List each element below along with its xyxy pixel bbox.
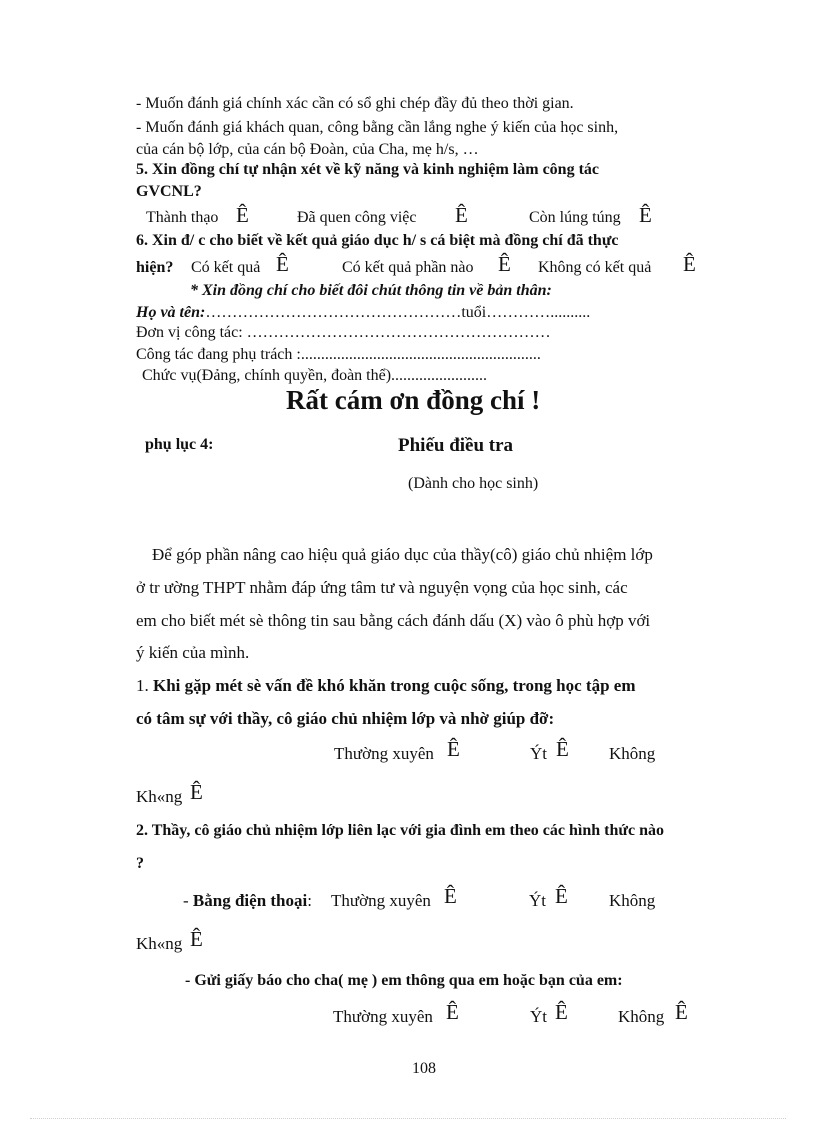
footer-divider xyxy=(30,1118,786,1119)
q1-extra-label: Kh«ng xyxy=(136,787,183,806)
checkbox-icon[interactable]: Ê xyxy=(190,780,203,804)
question-5-line-2: GVCNL? xyxy=(136,183,202,200)
phone-line: - Bằng điện thoại: xyxy=(183,891,312,910)
letter-option-never: Không xyxy=(618,1007,665,1026)
bullet-line-3: của cán bộ lớp, của cán bộ Đoàn, của Cha, mẹ h/s, … xyxy=(136,141,479,158)
appendix-label: phụ lục 4: xyxy=(145,436,214,453)
q5-option-3: Còn lúng túng xyxy=(529,209,621,226)
question-1-line-2: có tâm sự với thầy, cô giáo chủ nhiệm lớp và nhờ giúp đỡ: xyxy=(136,709,555,728)
q5-option-1: Thành thạo xyxy=(146,209,219,226)
checkbox-icon[interactable]: Ê xyxy=(446,1000,459,1024)
intro-line-1: Để góp phần nâng cao hiệu quả giáo dục của thầy(cô) giáo chủ nhiệm lớp xyxy=(152,545,653,564)
q5-option-2: Đã quen công việc xyxy=(297,209,417,226)
letter-line: - Gửi giấy báo cho cha( mẹ ) em thông qua em hoặc bạn của em: xyxy=(185,972,623,989)
checkbox-icon[interactable]: Ê xyxy=(498,252,511,276)
survey-title: Phiếu điều tra xyxy=(398,435,514,456)
intro-line-2: ở tr ường THPT nhằm đáp ứng tâm tư và nguyện vọng của học sinh, các xyxy=(136,578,628,597)
checkbox-icon[interactable]: Ê xyxy=(276,252,289,276)
unit-line[interactable]: Đơn vị công tác: ………………………………………………… xyxy=(136,324,551,341)
q6-option-2: Có kết quả phần nào xyxy=(342,259,474,276)
q1-option-often: Thường xuyên xyxy=(334,744,434,763)
q6-option-1: Có kết quả xyxy=(191,259,261,276)
letter-option-rarely: Ýt xyxy=(530,1007,547,1026)
checkbox-icon[interactable]: Ê xyxy=(675,1000,688,1024)
q1-option-rarely: Ýt xyxy=(530,744,547,763)
intro-line-4: ý kiến của mình. xyxy=(136,643,250,662)
question-5-line-1: 5. Xin đồng chí tự nhận xét về kỹ năng và kinh nghiệm làm công tác xyxy=(136,161,600,178)
checkbox-icon[interactable]: Ê xyxy=(190,927,203,951)
page-number: 108 xyxy=(412,1060,436,1077)
checkbox-icon[interactable]: Ê xyxy=(236,203,249,227)
q1-option-never: Không xyxy=(609,744,656,763)
checkbox-icon[interactable]: Ê xyxy=(444,884,457,908)
phone-extra-label: Kh«ng xyxy=(136,934,183,953)
intro-line-3: em cho biết mét sè thông tin sau bằng cách đánh dấu (X) vào ô phù hợp với xyxy=(136,611,651,630)
checkbox-icon[interactable]: Ê xyxy=(556,737,569,761)
name-label: Họ và tên: xyxy=(136,304,206,321)
question-6-line-2: hiện? xyxy=(136,259,174,276)
survey-subtitle: (Dành cho học sinh) xyxy=(408,475,539,492)
question-2-line-2: ? xyxy=(136,855,144,872)
phone-option-rarely: Ýt xyxy=(529,891,546,910)
question-1-line-1: 1. Khi gặp mét sè vấn đề khó khăn trong cuộc sống, trong học tập em xyxy=(136,676,636,695)
phone-option-never: Không xyxy=(609,891,656,910)
question-6-line-1: 6. Xin đ/ c cho biết về kết quả giáo dục h/ s cá biệt mà đồng chí đã thực xyxy=(136,232,619,249)
letter-option-often: Thường xuyên xyxy=(333,1007,433,1026)
checkbox-icon[interactable]: Ê xyxy=(447,737,460,761)
checkbox-icon[interactable]: Ê xyxy=(455,203,468,227)
q6-option-3: Không có kết quả xyxy=(538,259,652,276)
checkbox-icon[interactable]: Ê xyxy=(555,884,568,908)
checkbox-icon[interactable]: Ê xyxy=(555,1000,568,1024)
thanks-heading: Rất cám ơn đồng chí ! xyxy=(286,385,541,415)
info-heading: * Xin đồng chí cho biết đôi chút thông tin về bản thân: xyxy=(190,282,552,299)
name-line xyxy=(136,304,590,322)
checkbox-icon[interactable]: Ê xyxy=(683,252,696,276)
duty-line[interactable]: Công tác đang phụ trách :............................................................ xyxy=(136,346,541,363)
checkbox-icon[interactable]: Ê xyxy=(639,203,652,227)
question-2-line-1: 2. Thầy, cô giáo chủ nhiệm lớp liên lạc với gia đình em theo các hình thức nào xyxy=(136,822,664,839)
bullet-line-1: - Muốn đánh giá chính xác cần có sổ ghi chép đầy đủ theo thời gian. xyxy=(136,95,574,112)
bullet-line-2: - Muốn đánh giá khách quan, công bằng cần lắng nghe ý kiến của học sinh, xyxy=(136,119,619,136)
name-field[interactable]: …………………………………………tuổi………….......... xyxy=(205,304,591,321)
position-line[interactable]: Chức vụ(Đảng, chính quyền, đoàn thể)........................ xyxy=(142,367,488,384)
phone-option-often: Thường xuyên xyxy=(331,891,431,910)
